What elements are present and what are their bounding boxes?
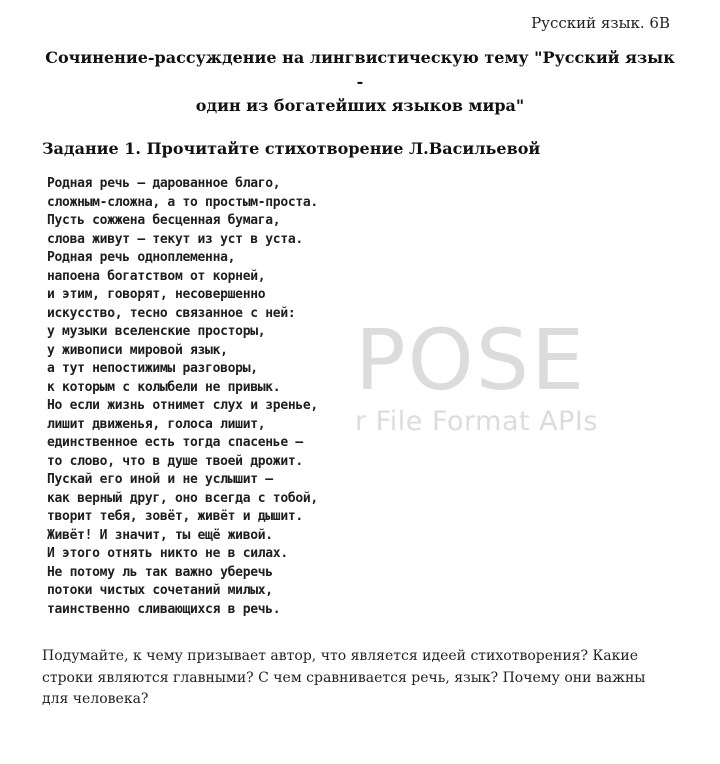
question-line-1: Подумайте, к чему призывает автор, что является идеей стихотворения? Какие bbox=[42, 648, 639, 664]
poem-line: Живёт! И значит, ты ещё живой. bbox=[47, 527, 273, 543]
poem-line: напоена богатством от корней, bbox=[47, 268, 266, 284]
poem-line: и этим, говорят, несовершенно bbox=[47, 287, 266, 302]
poem-line: слова живут — текут из уст в уста. bbox=[47, 231, 303, 247]
poem-line: как верный друг, оно всегда с тобой, bbox=[47, 490, 318, 506]
poem-line: искусство, тесно связанное с ней: bbox=[47, 305, 296, 321]
question-line-2: строки являются главными? С чем сравнивается речь, язык? Почему они важны bbox=[42, 669, 646, 686]
title-line-2: один из богатейших языков мира" bbox=[195, 96, 525, 115]
poem-line: а тут непостижимы разговоры, bbox=[47, 361, 258, 376]
poem-line: Пусть сожжена бесценная бумага, bbox=[47, 213, 281, 228]
poem-line: к которым с колыбели не привык. bbox=[47, 379, 281, 395]
poem-line: Но если жизнь отнимет слух и зренье, bbox=[47, 398, 318, 413]
poem-line: Родная речь одноплеменна, bbox=[47, 250, 236, 265]
poem-line: у живописи мировой язык, bbox=[47, 342, 228, 358]
task-heading: Задание 1. Прочитайте стихотворение Л.Васильевой bbox=[42, 139, 541, 158]
poem-block bbox=[47, 175, 318, 619]
poem-line: сложным-сложна, а то простым-проста. bbox=[47, 194, 318, 210]
poem-line: у музыки вселенские просторы, bbox=[47, 324, 266, 339]
watermark-tagline: r File Format APIs bbox=[355, 406, 598, 437]
poem-line: таинственно сливающихся в речь. bbox=[47, 601, 281, 617]
title-line-1: Сочинение-рассуждение на лингвистическую тему "Русский язык - bbox=[45, 48, 675, 91]
poem-line: Не потому ль так важно уберечь bbox=[47, 564, 273, 580]
poem-line: Пускай его иной и не услышит — bbox=[47, 472, 273, 487]
poem-line: Родная речь — дарованное благо, bbox=[47, 176, 281, 191]
reflection-question bbox=[42, 646, 662, 711]
poem-line: И этого отнять никто не в силах. bbox=[47, 546, 288, 561]
question-line-3: для человека? bbox=[42, 691, 149, 707]
poem-line: лишит движенья, голоса лишит, bbox=[47, 416, 266, 432]
document-title bbox=[40, 46, 680, 118]
watermark bbox=[355, 311, 598, 438]
poem-line: творит тебя, зовёт, живёт и дышит. bbox=[47, 509, 303, 524]
poem-line: единственное есть тогда спасенье — bbox=[47, 435, 303, 450]
subject-label: Русский язык. 6В bbox=[531, 14, 670, 32]
poem-line: потоки чистых сочетаний милых, bbox=[47, 583, 273, 598]
watermark-logo-text: POSE bbox=[355, 311, 587, 409]
poem-line: то слово, что в душе твоей дрожит. bbox=[47, 453, 303, 469]
